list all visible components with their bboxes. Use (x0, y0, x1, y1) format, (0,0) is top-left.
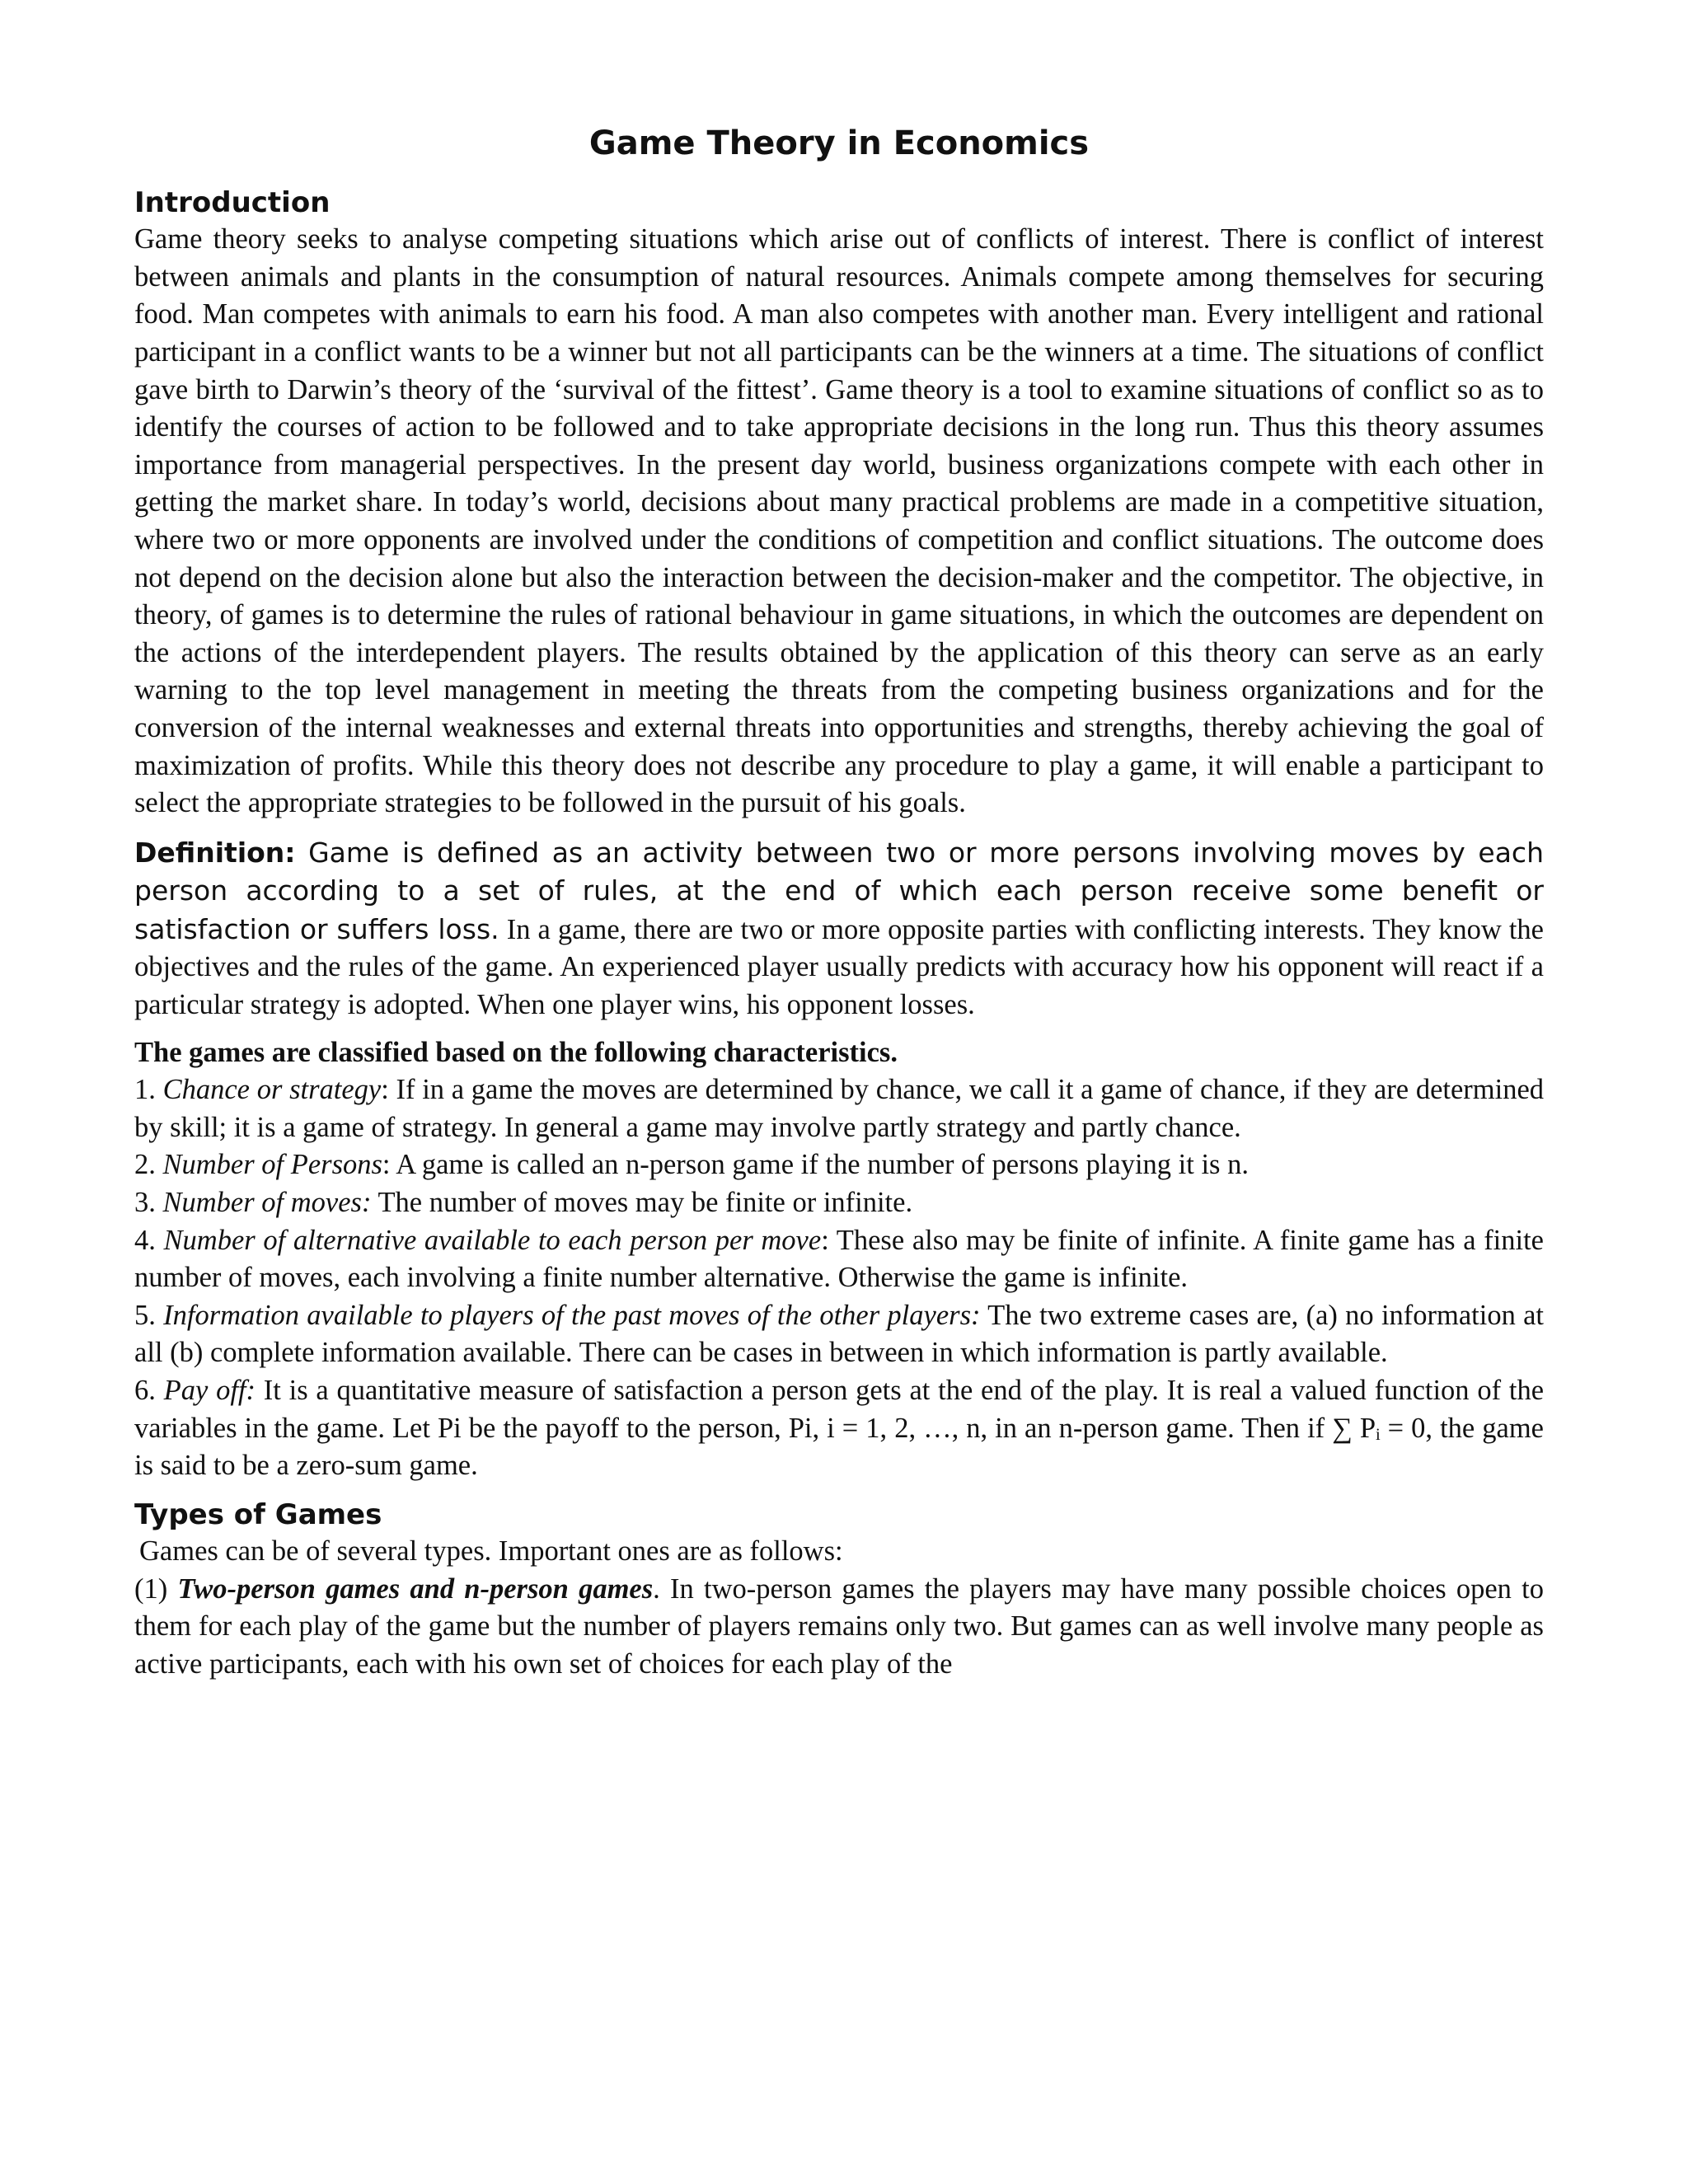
item-text: The number of moves may be finite or infinite. (371, 1187, 913, 1219)
item-term: Information available to players of the past moves of the other players: (163, 1299, 981, 1331)
item-text: : A game is called an n-person game if the number of persons playing it is n. (382, 1149, 1249, 1181)
item-term: Number of moves: (162, 1187, 372, 1219)
item-term: Number of Persons (162, 1149, 382, 1181)
classification-item-information (134, 1297, 1544, 1372)
classification-heading: The games are classified based on the following characteristics. (134, 1036, 898, 1068)
item-text: It is a quantitative measure of satisfaction a person gets at the end of the play. It is real a valued function of the variables in the game. Let Pi be the payoff to the person, Pi, i = 1, 2, …, n, in an n-person game. Then if ∑ Pᵢ = 0, the game is said to be a zero-sum game. (134, 1375, 1545, 1482)
item-number: 6. (134, 1375, 164, 1406)
item-number: 2. (134, 1149, 163, 1181)
item-number: 5. (134, 1299, 164, 1331)
item-number: (1) (134, 1572, 178, 1605)
introduction-paragraph: Game theory seeks to analyse competing situations which arise out of conflicts of interest. There is conflict of interest between animals and plants in the consumption of natural resources. Animals compete among themselves for securing food. Man competes with animals to earn his food. A man also competes with another man. Every intelligent and rational participant in a conflict wants to be a winner but not all participants can be the winners at a time. The situations of conflict gave birth to Darwin’s theory of the ‘survival of the fittest’. Game theory is a tool to examine situations of conflict so as to identify the courses of action to be followed and to take appropriate decisions in the long run. Thus this theory assumes importance from managerial perspectives. In the present day world, business organizations compete with each other in getting the market share. In today’s world, decisions about many practical problems are made in a competitive situation, where two or more opponents are involved under the conditions of competition and conflict situations. The outcome does not depend on the decision alone but also the interaction between the decision-maker and the competitor. The objective, in theory, of games is to determine the rules of rational behaviour in game situations, in which the outcomes are dependent on the actions of the interdependent players. The results obtained by the application of this theory can serve as an early warning to the top level management in meeting the threats from the competing business organizations and for the conversion of the internal weaknesses and external threats into opportunities and strengths, thereby achieving the goal of maximization of profits. While this theory does not describe any procedure to play a game, it will enable a participant to select the appropriate strategies to be followed in the pursuit of his goals. (134, 223, 1544, 819)
definition-paragraph (134, 834, 1544, 1024)
types-intro: Games can be of several types. Important ones are as follows: (139, 1535, 843, 1567)
definition-lead-text: Game is defined as an activity between two or more persons involving moves by each person according to a set of rules, at the end of which each person receive some benefit or satisfaction or suffers loss. (134, 836, 1544, 945)
document-page (134, 124, 1544, 1683)
definition-rest-text: In a game, there are two or more opposite parties with conflicting interests. They know the objectives and the rules of the game. An experienced player usually predicts with accuracy how his opponent will react if a particular strategy is adopted. When one player wins, his opponent losses. (134, 913, 1544, 1021)
types-heading: Types of Games (134, 1497, 382, 1531)
introduction-heading: Introduction (134, 186, 331, 219)
classification-item-moves (134, 1184, 1544, 1222)
item-text: : These also may be finite of infinite. A finite game has a finite number of moves, each involving a finite number alternative. Otherwise the game is infinite. (134, 1224, 1544, 1294)
types-item-two-person (134, 1571, 1544, 1684)
definition-label: Definition: (134, 836, 296, 869)
item-number: 4. (134, 1224, 164, 1256)
types-section (134, 1497, 1544, 1684)
classification-item-alternatives (134, 1222, 1544, 1297)
item-text: The two extreme cases are, (a) no information at all (b) complete information available. There can be cases in between in which information is partly available. (134, 1299, 1545, 1369)
item-text: . In two-person games the players may have many possible choices open to them for each play of the game but the number of players remains only two. But games can as well involve many people as active participants, each with his own set of choices for each play of the (134, 1572, 1544, 1680)
classification-item-chance (134, 1071, 1544, 1146)
classification-item-payoff (134, 1372, 1544, 1485)
item-number: 3. (134, 1187, 163, 1219)
document-title: Game Theory in Economics (588, 124, 1090, 162)
item-term: Two-person games and n-person games (177, 1572, 654, 1605)
item-term: Pay off: (163, 1375, 256, 1406)
classification-section (134, 1034, 1544, 1485)
item-term: Number of alternative available to each person per move (163, 1224, 822, 1256)
item-number: 1. (134, 1074, 163, 1106)
classification-item-persons (134, 1146, 1544, 1184)
item-term: Chance or strategy (162, 1074, 382, 1106)
item-text: : If in a game the moves are determined by chance, we call it a game of chance, if they are determined by skill; it is a game of strategy. In general a game may involve partly strategy and partly chance. (134, 1074, 1545, 1143)
